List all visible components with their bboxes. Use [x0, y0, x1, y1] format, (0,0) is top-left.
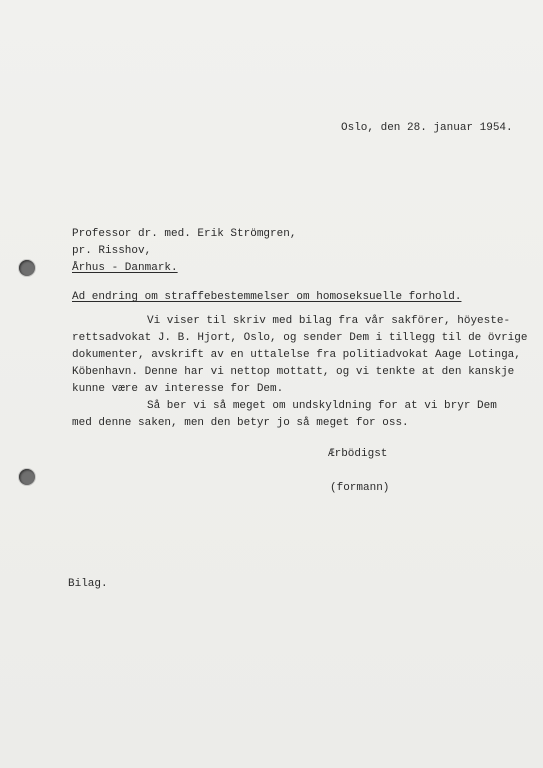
body-line: dokumenter, avskrift av en uttalelse fra politiadvokat Aage Lotinga,: [72, 349, 521, 361]
letter-body: [72, 313, 532, 432]
recipient-city: Århus - Danmark.: [72, 262, 178, 274]
recipient-address: [72, 226, 296, 277]
punch-hole-top: [19, 260, 35, 276]
signature-role: (formann): [330, 482, 390, 494]
body-line: Så ber vi så meget om undskyldning for at vi bryr Dem: [147, 400, 497, 412]
body-line: Vi viser til skriv med bilag fra vår sakförer, höyeste-: [147, 315, 511, 327]
recipient-name: Professor dr. med. Erik Strömgren,: [72, 228, 297, 240]
letter-date: Oslo, den 28. januar 1954.: [341, 122, 513, 134]
enclosure-note: Bilag.: [68, 578, 108, 590]
body-line: rettsadvokat J. B. Hjort, Oslo, og sender Dem i tillegg til de övrige: [72, 332, 528, 344]
body-line: kunne være av interesse for Dem.: [72, 383, 284, 395]
punch-hole-bottom: [19, 469, 35, 485]
recipient-street: pr. Risshov,: [72, 245, 152, 257]
letter-closing: Ærbödigst: [328, 448, 388, 460]
letter-subject: Ad endring om straffebestemmelser om homoseksuelle forhold.: [72, 291, 462, 303]
body-line: Köbenhavn. Denne har vi nettop mottatt, og vi tenkte at den kanskje: [72, 366, 515, 378]
body-line: med denne saken, men den betyr jo så meget for oss.: [72, 417, 409, 429]
